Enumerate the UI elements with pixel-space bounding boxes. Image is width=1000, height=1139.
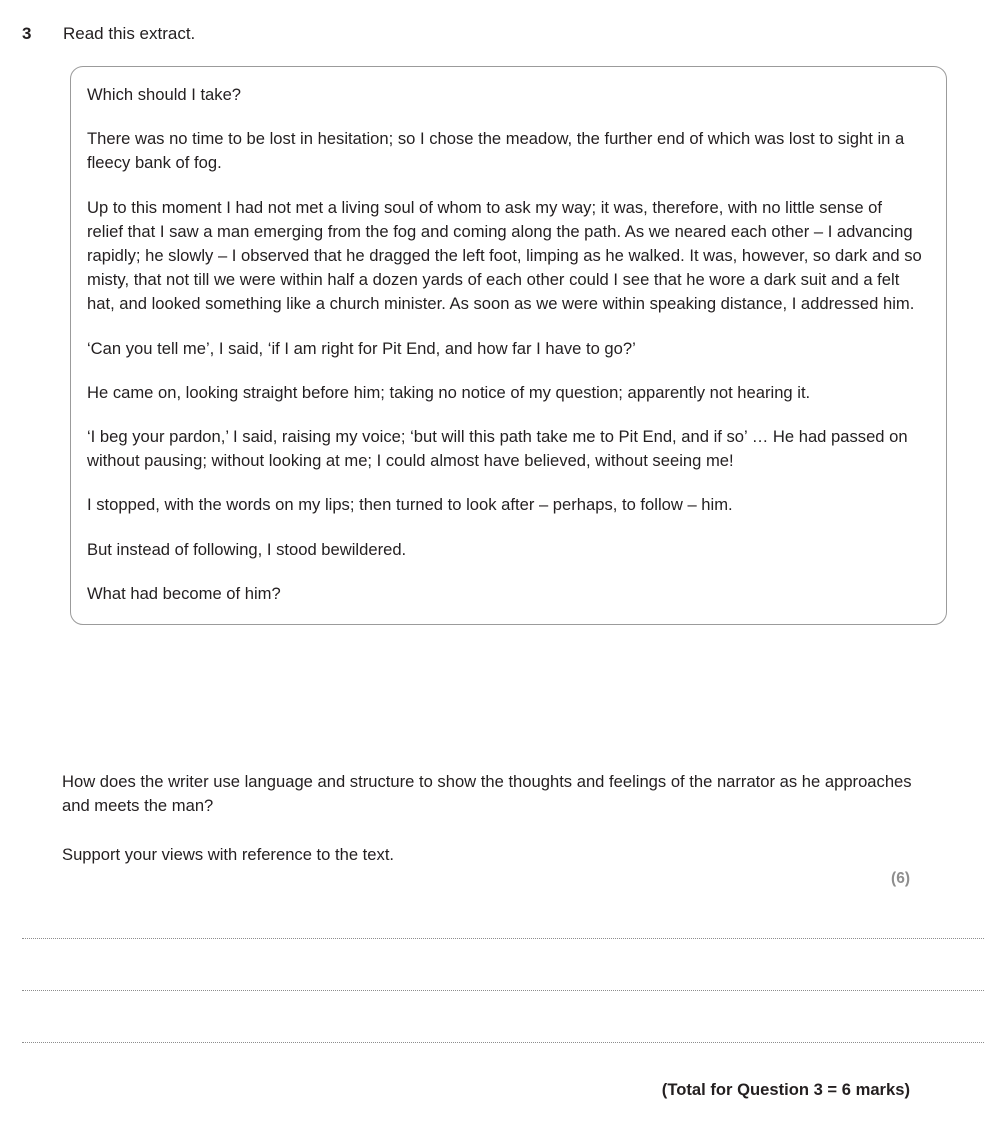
- answer-line[interactable]: [22, 938, 984, 990]
- answer-lines[interactable]: [22, 938, 984, 1094]
- extract-paragraph-3: Up to this moment I had not met a living soul of whom to ask my way; it was, therefore, with no little sense of relief that I saw a man emerging from the fog and coming along the path. As we neared each other – I advancing rapidly; he slowly – I observed that he dragged the left foot, limping as he walked. It was, however, so dark and so misty, that not till we were within half a dozen yards of each other could I see that he wore a dark suit and a felt hat, and looked something like a church minister. As soon as we were within speaking distance, I addressed him.: [87, 197, 922, 314]
- question-total-footer: (Total for Question 3 = 6 marks): [661, 1080, 910, 1099]
- extract-paragraph-1: Which should I take?: [87, 85, 242, 104]
- question-number: 3: [22, 24, 32, 43]
- question-prompt-main: How does the writer use language and structure to show the thoughts and feelings of the narrator as he approaches and meets the man?: [62, 772, 912, 816]
- question-instruction: Read this extract.: [63, 24, 196, 43]
- extract-paragraph-9: What had become of him?: [87, 583, 281, 603]
- question-header: [0, 22, 1000, 50]
- extract-paragraph-5: He came on, looking straight before him; taking no notice of my question; apparently not hearing it.: [87, 382, 811, 402]
- extract-paragraph-6: ‘I beg your pardon,’ I said, raising my voice; ‘but will this path take me to Pit End, and if so’ … He had passed on without pausing; without looking at me; I could almost have believed, without seeing me!: [87, 427, 908, 471]
- extract-paragraph-2: There was no time to be lost in hesitation; so I chose the meadow, the further end of which was lost to sight in a fleecy bank of fog.: [87, 129, 905, 173]
- extract-box: [70, 66, 947, 625]
- extract-paragraph-8: But instead of following, I stood bewildered.: [87, 539, 407, 559]
- answer-line[interactable]: [22, 990, 984, 1042]
- extract-paragraph-4: ‘Can you tell me’, I said, ‘if I am right for Pit End, and how far I have to go?’: [87, 338, 636, 358]
- marks-allocation: (6): [891, 870, 910, 887]
- extract-paragraph-7: I stopped, with the words on my lips; then turned to look after – perhaps, to follow – him.: [87, 495, 733, 515]
- question-prompt-block: [62, 770, 912, 887]
- question-prompt-support: Support your views with reference to the text.: [62, 845, 395, 865]
